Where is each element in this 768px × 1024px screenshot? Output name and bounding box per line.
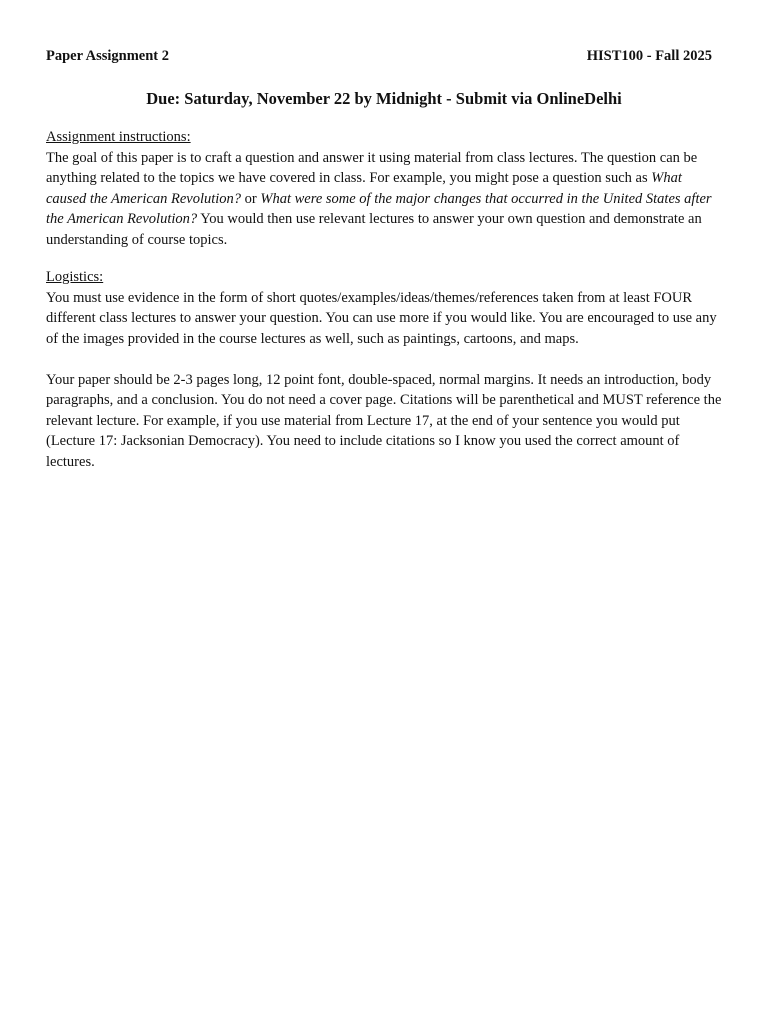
paragraph-spacer [46,349,722,370]
instructions-paragraph [46,148,722,251]
instructions-text-2: You would then use relevant lectures to answer your own question and demonstrate an understanding of course topics. [46,211,702,248]
assignment-name: Paper Assignment 2 [46,48,169,64]
instructions-text-1: The goal of this paper is to craft a question and answer it using material from class lectures. The question can be anything related to the topics we have covered in class. For example, you might pose a question such as [46,149,698,186]
instructions-heading: Assignment instructions: [46,129,191,145]
example-question-2: What were some of the major changes that occurred in the United States after the American Revolution? [46,190,712,227]
document-header [46,46,722,66]
course-term: HIST100 - Fall 2025 [586,48,712,64]
logistics-paragraph-1: You must use evidence in the form of short quotes/examples/ideas/themes/references taken from at least FOUR different class lectures to answer your question. You can use more if you would like. You are encouraged to use any of the images provided in the course lectures as well, such as paintings, cartoons, and maps. [46,289,717,347]
example-question-1: What caused the American Revolution? [46,170,682,207]
due-date-title: Due: Saturday, November 22 by Midnight - Submit via OnlineDelhi [146,89,622,108]
logistics-paragraph-2: Your paper should be 2-3 pages long, 12 point font, double-spaced, normal margins. It needs an introduction, body paragraphs, and a conclusion. You do not need a cover page. Citations will be parenthetical and MUST reference the relevant lecture. For example, if you use material from Lecture 17, at the end of your sentence you would put (Lecture 17: Jacksonian Democracy). You need to include citations so I know you used the correct amount of lectures. [46,371,722,470]
logistics-heading: Logistics: [46,269,104,285]
instructions-text-or: or [241,190,261,207]
document-page [46,46,722,472]
